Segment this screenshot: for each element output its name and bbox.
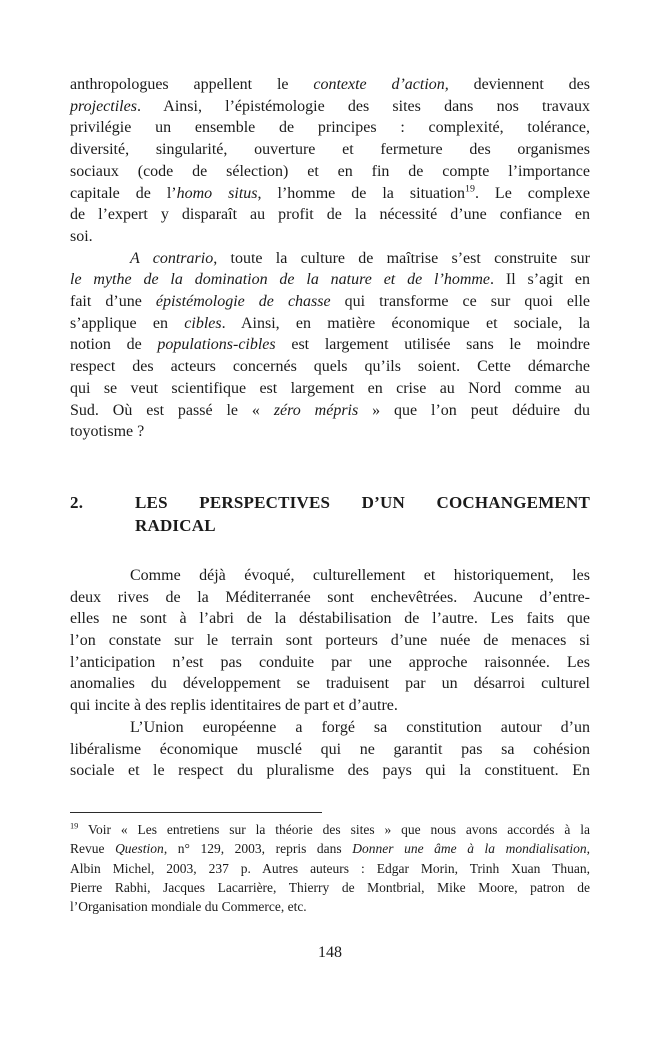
text-line	[70, 96, 590, 118]
body-paragraphs-top	[70, 74, 590, 443]
text-segment: anthropologues appellent le	[70, 76, 314, 93]
footnote-separator-rule	[70, 812, 322, 813]
paragraph	[70, 565, 590, 717]
main-text-column	[70, 74, 590, 964]
text-line	[70, 739, 590, 761]
text-segment: sociale et le respect du pluralisme des pays qui la constituent. En	[70, 762, 590, 780]
footnote-reference: 19	[465, 183, 475, 195]
text-segment: , n° 129, 2003, repris dans	[163, 841, 353, 857]
text-segment: ,	[586, 841, 590, 857]
paragraph	[70, 248, 590, 443]
section-heading-text	[135, 491, 590, 538]
text-segment: le mythe de la domination de la nature et de l’homme	[70, 271, 491, 289]
text-segment: Voir « Les entretiens sur la théorie des sites » que nous avons accordés à la	[78, 821, 590, 837]
text-segment: privilégie un ensemble de principes : complexité, tolérance,	[70, 119, 590, 137]
text-line	[70, 820, 590, 839]
text-segment: l’Organisation mondiale du Commerce, etc.	[70, 899, 307, 915]
text-segment: épistémologie de chasse	[155, 293, 331, 311]
text-segment: l’anticipation n’est pas conduite par une approche raisonnée. Les	[70, 653, 590, 671]
text-line	[70, 587, 590, 609]
section-heading-line1: LES PERSPECTIVES D’UN COCHANGEMENT	[135, 492, 590, 512]
text-segment: deviennent des	[448, 76, 590, 93]
text-segment: sociaux (code de sélection) et en fin de compte l’importance	[70, 162, 590, 180]
text-segment: Donner une âme à la mondialisation	[352, 841, 587, 857]
text-segment: . Le complexe	[474, 184, 590, 202]
text-line	[70, 291, 590, 313]
text-segment: A contrario	[130, 249, 214, 267]
text-segment: , l’homme de la situation	[257, 184, 466, 202]
text-segment: qui incite à des replis identitaires de part et d’autre.	[70, 697, 398, 715]
section-number: 2.	[70, 492, 84, 512]
text-segment: . Ainsi, en matière économique et sociale, la	[221, 314, 591, 332]
text-line	[70, 421, 590, 443]
text-line	[70, 878, 590, 897]
text-line	[70, 695, 590, 717]
text-segment: toyotisme ?	[70, 423, 145, 441]
text-segment: soi.	[70, 227, 93, 245]
text-line	[70, 673, 590, 695]
text-segment: Sud. Où est passé le «	[70, 401, 274, 419]
paragraph	[70, 74, 590, 248]
text-segment: de l’expert y disparaît au profit de la nécessité d’une confiance en	[70, 206, 590, 224]
section-heading-line2: RADICAL	[135, 516, 216, 536]
text-segment: , toute la culture de maîtrise s’est construite sur	[213, 249, 591, 267]
text-segment: Pierre Rabhi, Jacques Lacarrière, Thierry de Montbrial, Mike Moore, patron de	[70, 879, 590, 895]
text-segment: l’on constate sur le terrain sont porteurs d’une nuée de menaces si	[70, 632, 590, 650]
text-line	[70, 313, 590, 335]
text-line	[70, 760, 590, 782]
text-segment: . Il s’agit en	[490, 271, 591, 289]
text-segment: contexte d’action,	[313, 76, 449, 93]
text-line	[70, 74, 590, 96]
text-line	[70, 269, 590, 291]
text-segment: anomalies du développement se traduisent par un désarroi culturel	[70, 675, 590, 693]
text-segment: qui se veut scientifique est largement en crise au Nord comme au	[70, 379, 590, 397]
text-line	[70, 226, 590, 248]
text-segment: L’Union européenne a forgé sa constitution autour d’un	[130, 718, 590, 736]
text-segment: diversité, singularité, ouverture et fermeture des organismes	[70, 141, 590, 159]
text-segment: respect des acteurs concernés quels qu’ils soient. Cette démarche	[70, 358, 590, 376]
text-line	[70, 161, 590, 183]
text-line	[70, 400, 590, 422]
text-segment: est largement utilisée sans le moindre	[275, 336, 590, 354]
text-segment: elles ne sont à l’abri de la déstabilisation de l’autre. Les faits que	[70, 610, 590, 628]
text-segment: homo situs	[176, 184, 258, 202]
text-line	[70, 859, 590, 878]
text-segment: cibles	[184, 314, 222, 332]
text-line	[70, 204, 590, 226]
text-segment: Albin Michel, 2003, 237 p. Autres auteurs : Edgar Morin, Trinh Xuan Thuan,	[70, 860, 590, 876]
text-line	[70, 565, 590, 587]
text-segment: s’applique en	[70, 314, 185, 332]
text-segment: notion de	[70, 336, 158, 354]
text-line	[70, 378, 590, 400]
page-number: 148	[318, 944, 342, 962]
text-line	[70, 897, 590, 916]
text-line	[70, 248, 590, 270]
text-segment: Revue	[70, 841, 116, 857]
footnote-reference: 19	[70, 821, 79, 831]
text-line	[70, 334, 590, 356]
text-segment: qui transforme ce sur quoi elle	[330, 293, 591, 311]
paragraph	[70, 717, 590, 782]
body-paragraphs-bottom	[70, 565, 590, 782]
text-segment: capitale de l’	[70, 184, 177, 202]
section-heading	[70, 491, 590, 538]
text-segment: Comme déjà évoqué, culturellement et historiquement, les	[130, 566, 590, 584]
text-segment: Question	[115, 841, 164, 857]
text-segment: deux rives de la Méditerranée sont enchevêtrées. Aucune d’entre-	[70, 588, 590, 606]
paragraph	[70, 820, 590, 916]
text-line	[70, 608, 590, 630]
text-segment: . Ainsi, l’épistémologie des sites dans nos travaux	[136, 97, 590, 115]
text-segment: populations-cibles	[157, 336, 276, 354]
text-line	[70, 183, 590, 205]
text-line	[70, 717, 590, 739]
text-line	[70, 139, 590, 161]
text-segment: libéralisme économique musclé qui ne garantit pas sa cohésion	[70, 740, 590, 758]
text-line	[70, 652, 590, 674]
text-segment: projectiles	[70, 97, 137, 115]
text-segment: fait d’une	[70, 293, 156, 311]
text-segment: » que l’on peut déduire du	[358, 401, 591, 419]
text-line	[70, 356, 590, 378]
text-segment: zéro mépris	[273, 401, 359, 419]
footnote	[70, 820, 590, 916]
text-line	[70, 117, 590, 139]
text-line	[70, 839, 590, 858]
text-line	[70, 630, 590, 652]
